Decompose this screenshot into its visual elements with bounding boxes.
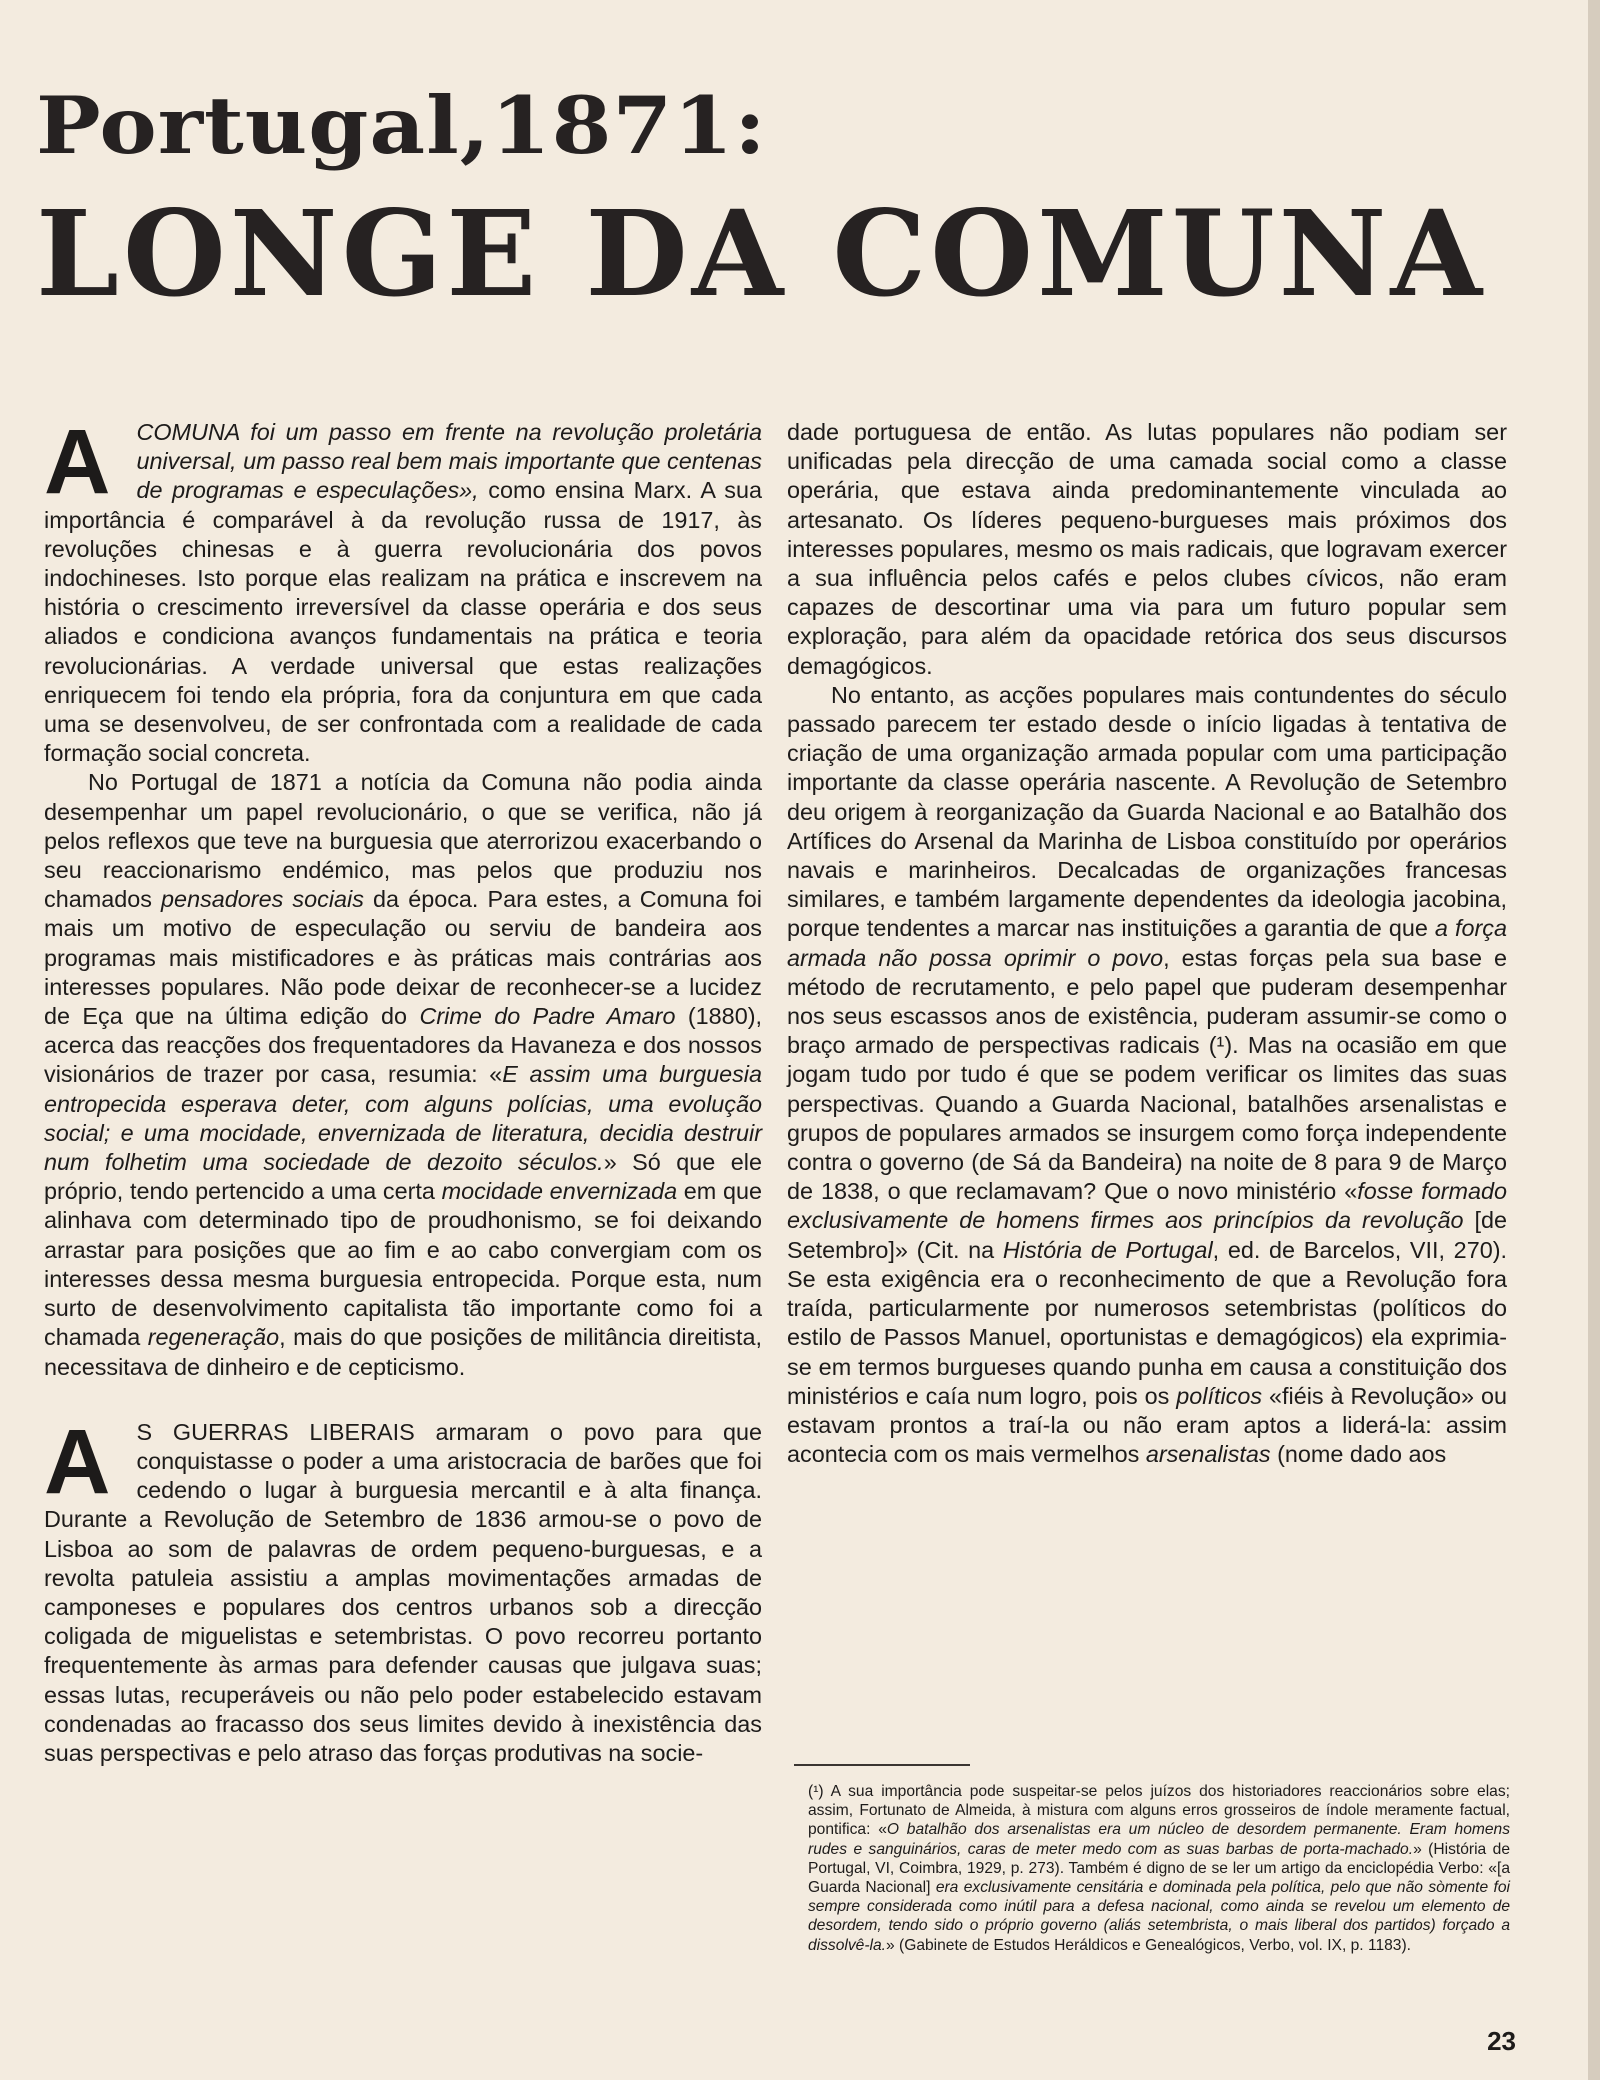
text-segment: » Só que ele próprio, tendo pertencido a uma certa bbox=[44, 1149, 762, 1205]
page-edge bbox=[1588, 0, 1600, 2080]
italic-segment: mocidade envernizada bbox=[441, 1178, 678, 1205]
italic-segment: era exclusivamente censitária e dominada pela política, pelo que não sòmente foi sempre considerada como inútil para a defesa nacional, como ainda se revelou um elemento de desordem, tendo sido o próprio governo (aliás setembrista, o mais liberal dos partidos) forçado a dissolvê-la. bbox=[808, 1879, 1511, 1954]
paragraph-intro bbox=[44, 411, 763, 768]
marx-quote: COMUNA foi um passo em frente na revolução proletária universal, um passo real bem mais importante que centenas de programas e especulações», bbox=[136, 419, 762, 504]
italic-quote: fosse formado exclusivamente de homens firmes aos princípios da revolução bbox=[787, 1178, 1508, 1234]
text-segment: , mais do que posições de militância direitista, necessitava de dinheiro e de cepticismo. bbox=[44, 1324, 762, 1380]
footnote-divider bbox=[794, 1764, 970, 1766]
right-column bbox=[787, 418, 1507, 1469]
section-text: S GUERRAS LIBERAIS armaram o povo para que conquistasse o poder a uma aristocracia de barões que foi cedendo o lugar à burguesia mercantil e à alta finança. Durante a Revolução de Setembro de 1836 armou-se o povo de Lisboa ao som de palavras de ordem pequeno-burguesas, e a revolta patuleia assistiu a amplas movimentações armadas de camponeses e populares dos centros urbanos sob a direcção coligada de miguelistas e setembristas. O povo recorreu portanto frequentemente às armas para defender causas que julgava suas; essas lutas, recuperáveis ou não pelo poder estabelecido estavam condenadas ao fracasso dos seus limites devido à inexistência das suas perspectivas e pelo atraso das forças produtivas na socie- bbox=[44, 1418, 762, 1766]
italic-segment: a força armada não possa oprimir o povo bbox=[787, 915, 1507, 971]
footnote-text bbox=[808, 1782, 1510, 1955]
drop-cap: A bbox=[44, 411, 111, 513]
drop-cap: A bbox=[44, 1410, 111, 1513]
text-segment: (nome dado aos bbox=[1270, 1441, 1447, 1468]
text-segment: da época. Para estes, a Comuna foi mais um motivo de especulação ou serviu de bandeira aos programas mais mistificadores e às práticas mais contrárias aos interesses populares. Não pode deixar de reconhecer-se a lucidez de Eça que na última edição do bbox=[44, 886, 762, 1030]
title-line-1: Portugal,1871: bbox=[36, 79, 767, 173]
text-segment: [de Setembro]» (Cit. na bbox=[787, 1207, 1507, 1263]
book-title: Crime do Padre Amaro bbox=[419, 1003, 676, 1030]
text-segment: , ed. de Barcelos, VII, 270). Se esta exigência era o reconhecimento de que a Revolução fora traída, particularmente por numerosos setembristas (políticos do estilo de Passos Manuel, oportunistas e demagógicos) ela exprimia-se em termos burgueses quando punha em causa a constituição dos ministérios e caía num logro, pois os bbox=[787, 1236, 1507, 1409]
left-column bbox=[44, 411, 763, 1768]
text-segment: No entanto, as acções populares mais contundentes do século passado parecem ter estado desde o início ligadas à tentativa de criação de uma organização armada popular com uma participação importante da classe operária nascente. A Revolução de Setembro deu origem à reorganização da Guarda Nacional e ao Batalhão dos Artífices do Arsenal da Marinha de Lisboa constituído por operários navais e marinheiros. Decalcadas de organizações francesas similares, e também largamente dependentes da ideologia jacobina, porque tendentes a marcar nas instituições a garantia de que bbox=[787, 681, 1507, 942]
paragraph-continued: dade portuguesa de então. As lutas populares não podiam ser unificadas pela direcção de uma camada social como a classe operária, que estava ainda predominantemente vinculada ao artesanato. Os líderes pequeno-burgueses mais próximos dos interesses populares, mesmo os mais radicais, que logravam exercer a sua influência pelos cafés e pelos clubes cívicos, não eram capazes de descortinar uma via para um futuro popular sem exploração, para além da opacidade retórica dos seus discursos demagógicos. bbox=[787, 419, 1507, 679]
italic-segment: regeneração bbox=[147, 1324, 280, 1351]
text-segment: » (História de Portugal, VI, Coimbra, 1929, p. 273). Também é digno de se ler um artigo da enciclopédia Verbo: «[a Guarda Nacional] bbox=[808, 1840, 1510, 1897]
italic-segment: pensadores sociais bbox=[161, 886, 364, 913]
italic-segment: O batalhão dos arsenalistas era um núcleo de desordem permanente. Eram homens rudes e sanguinários, caras de meter medo com as suas barbas de porta-machado. bbox=[808, 1821, 1511, 1858]
paragraph-accoes-populares bbox=[787, 681, 1507, 1469]
italic-segment: arsenalistas bbox=[1145, 1441, 1271, 1468]
text-segment: No Portugal de 1871 a notícia da Comuna não podia ainda desempenhar um papel revolucionário, o que se verifica, não já pelos reflexos que teve na burguesia que aterrorizou exacerbando o seu reaccionarismo endémico, mas pelos que produziu nos chamados bbox=[44, 769, 762, 913]
paragraph-portugal-1871 bbox=[44, 768, 762, 1381]
text-segment: (1880), acerca das reacções dos frequentadores da Havaneza e dos nossos visionários de trazer por casa, resumia: « bbox=[44, 1003, 762, 1088]
text-segment: «fiéis à Revolução» ou estavam prontos a traí-la ou não eram aptos a liderá-la: assim acontecia com os mais vermelhos bbox=[787, 1382, 1507, 1468]
intro-text: como ensina Marx. A sua importância é comparável à da revolução russa de 1917, às revoluções chinesas e à guerra revolucionária dos povos indochineses. Isto porque elas realizam na prática e inscrevem na história o crescimento irreversível da classe operária e dos seus aliados e condiciona avanços fundamentais na prática e teoria revolucionárias. A verdade universal que estas realizações enriquecem foi tendo ela própria, fora da conjuntura em que cada uma se desenvolveu, de ser confrontada com a realidade de cada formação social concreta. bbox=[44, 477, 763, 767]
page-number: 23 bbox=[1487, 2026, 1516, 2056]
eca-quote: E assim uma burguesia entropecida esperava deter, com alguns polícias, uma evolução social; e uma mocidade, envernizada de literatura, decidia destruir num folhetim uma sociedade de dezoito séculos. bbox=[44, 1061, 762, 1176]
italic-segment: políticos bbox=[1176, 1382, 1263, 1409]
title-line-2: LONGE DA COMUNA bbox=[36, 184, 1487, 323]
text-segment: , estas forças pela sua base e método de recrutamento, e pelo papel que puderam desempenhar nos seus escassos anos de existência, puderam assumir-se como o braço armado de perspectivas radicais (¹). Mas na ocasião em que jogam tudo por tudo é que se podem verificar os limites das suas perspectivas. Quando a Guarda Nacional, batalhões arsenalistas e grupos de populares armados se insurgem como força independente contra o governo (de Sá da Bandeira) na noite de 8 para 9 de Março de 1838, o que reclamavam? Que o novo ministério « bbox=[787, 944, 1507, 1205]
book-title: História de Portugal bbox=[1002, 1236, 1213, 1263]
paragraph-guerras-liberais bbox=[44, 1410, 762, 1768]
text-segment: » (Gabinete de Estudos Heráldicos e Genealógicos, Verbo, vol. IX, p. 1183). bbox=[886, 1936, 1412, 1954]
text-segment: em que alinhava com determinado tipo de proudhonismo, se foi deixando arrastar para posições que ao fim e ao cabo convergiam com os interesses dessa mesma burguesia entropecida. Porque esta, num surto de desenvolvimento capitalista tão importante como foi a chamada bbox=[44, 1178, 762, 1351]
footnote bbox=[808, 1782, 1510, 1955]
text-segment: (¹) A sua importância pode suspeitar-se pelos juízos dos historiadores reaccionários sobre elas; assim, Fortunato de Almeida, à mistura com alguns erros grosseiros de índole meramente factual, pontifica: « bbox=[808, 1783, 1510, 1839]
